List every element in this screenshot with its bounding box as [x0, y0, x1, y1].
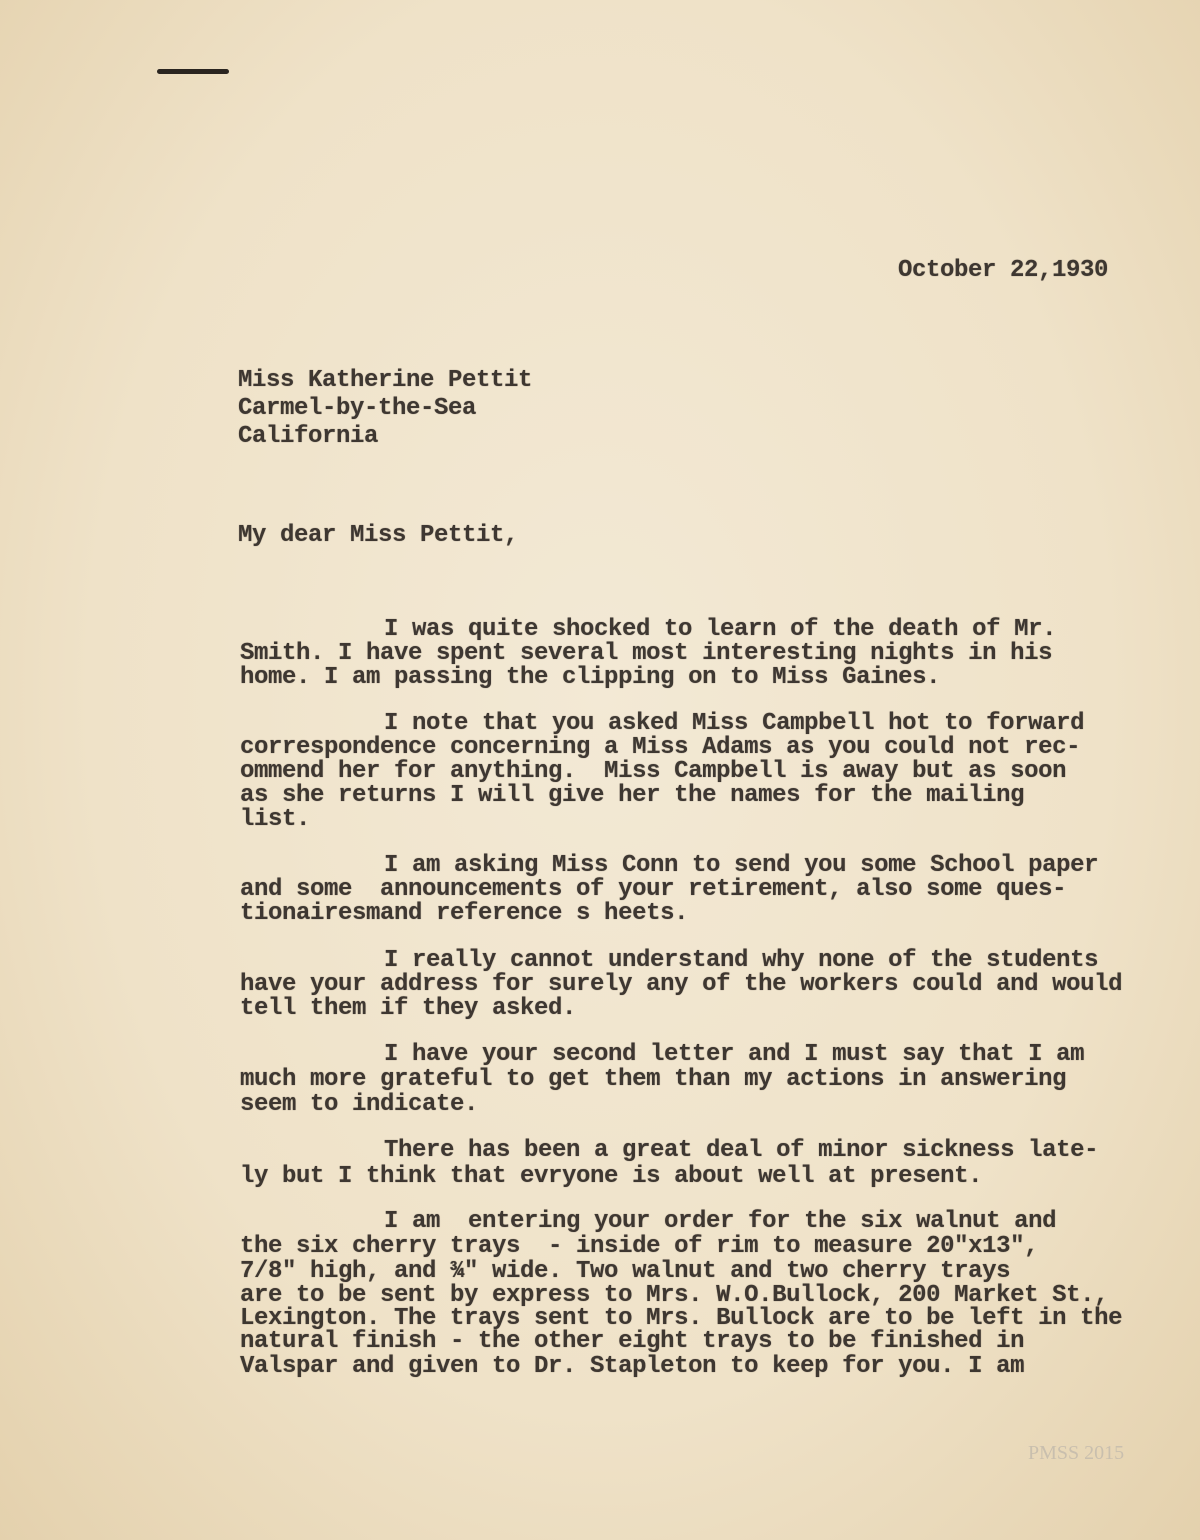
text-line: There has been a great deal of minor sickness late-: [384, 1137, 1099, 1164]
text-line: 7/8" high, and ¾" wide. Two walnut and two cherry trays: [240, 1258, 1011, 1285]
text-line: ly but I think that evryone is about well at present.: [240, 1163, 983, 1190]
text-line: I really cannot understand why none of the students: [384, 947, 1099, 974]
letter-date: October 22,1930: [898, 257, 1109, 284]
text-line: have your address for surely any of the workers could and would: [240, 971, 1123, 998]
text-line: much more grateful to get them than my actions in answering: [240, 1066, 1067, 1093]
text-line: I am asking Miss Conn to send you some School paper: [384, 852, 1099, 879]
text-line: I am entering your order for the six walnut and: [384, 1208, 1057, 1235]
address-line: Carmel-by-the-Sea: [238, 395, 477, 422]
text-line: home. I am passing the clipping on to Miss Gaines.: [240, 664, 941, 691]
watermark: PMSS 2015: [1028, 1442, 1125, 1464]
text-line: I have your second letter and I must say that I am: [384, 1041, 1085, 1068]
staple-mark: [157, 69, 229, 74]
text-line: Smith. I have spent several most interesting nights in his: [240, 640, 1053, 667]
text-line: tionairesmand reference s heets.: [240, 900, 689, 927]
text-line: as she returns I will give her the names for the mailing: [240, 782, 1025, 809]
text-line: and some announcements of your retirement, also some ques-: [240, 876, 1067, 903]
text-line: are to be sent by express to Mrs. W.O.Bullock, 200 Market St.,: [240, 1282, 1109, 1309]
text-line: Lexington. The trays sent to Mrs. Bullock are to be left in the: [240, 1305, 1123, 1332]
text-line: seem to indicate.: [240, 1091, 479, 1118]
text-line: tell them if they asked.: [240, 995, 577, 1022]
text-line: list.: [240, 806, 311, 833]
text-line: ommend her for anything. Miss Campbell is away but as soon: [240, 758, 1067, 785]
text-line: Valspar and given to Dr. Stapleton to keep for you. I am: [240, 1353, 1025, 1380]
text-line: correspondence concerning a Miss Adams as you could not rec-: [240, 734, 1081, 761]
text-line: I was quite shocked to learn of the death of Mr.: [384, 616, 1057, 643]
address-line: California: [238, 423, 379, 450]
text-line: natural finish - the other eight trays to be finished in: [240, 1328, 1025, 1355]
address-line: Miss Katherine Pettit: [238, 367, 533, 394]
text-line: I note that you asked Miss Campbell hot to forward: [384, 710, 1085, 737]
salutation: My dear Miss Pettit,: [238, 522, 519, 549]
text-line: the six cherry trays - inside of rim to measure 20"x13",: [240, 1233, 1039, 1260]
